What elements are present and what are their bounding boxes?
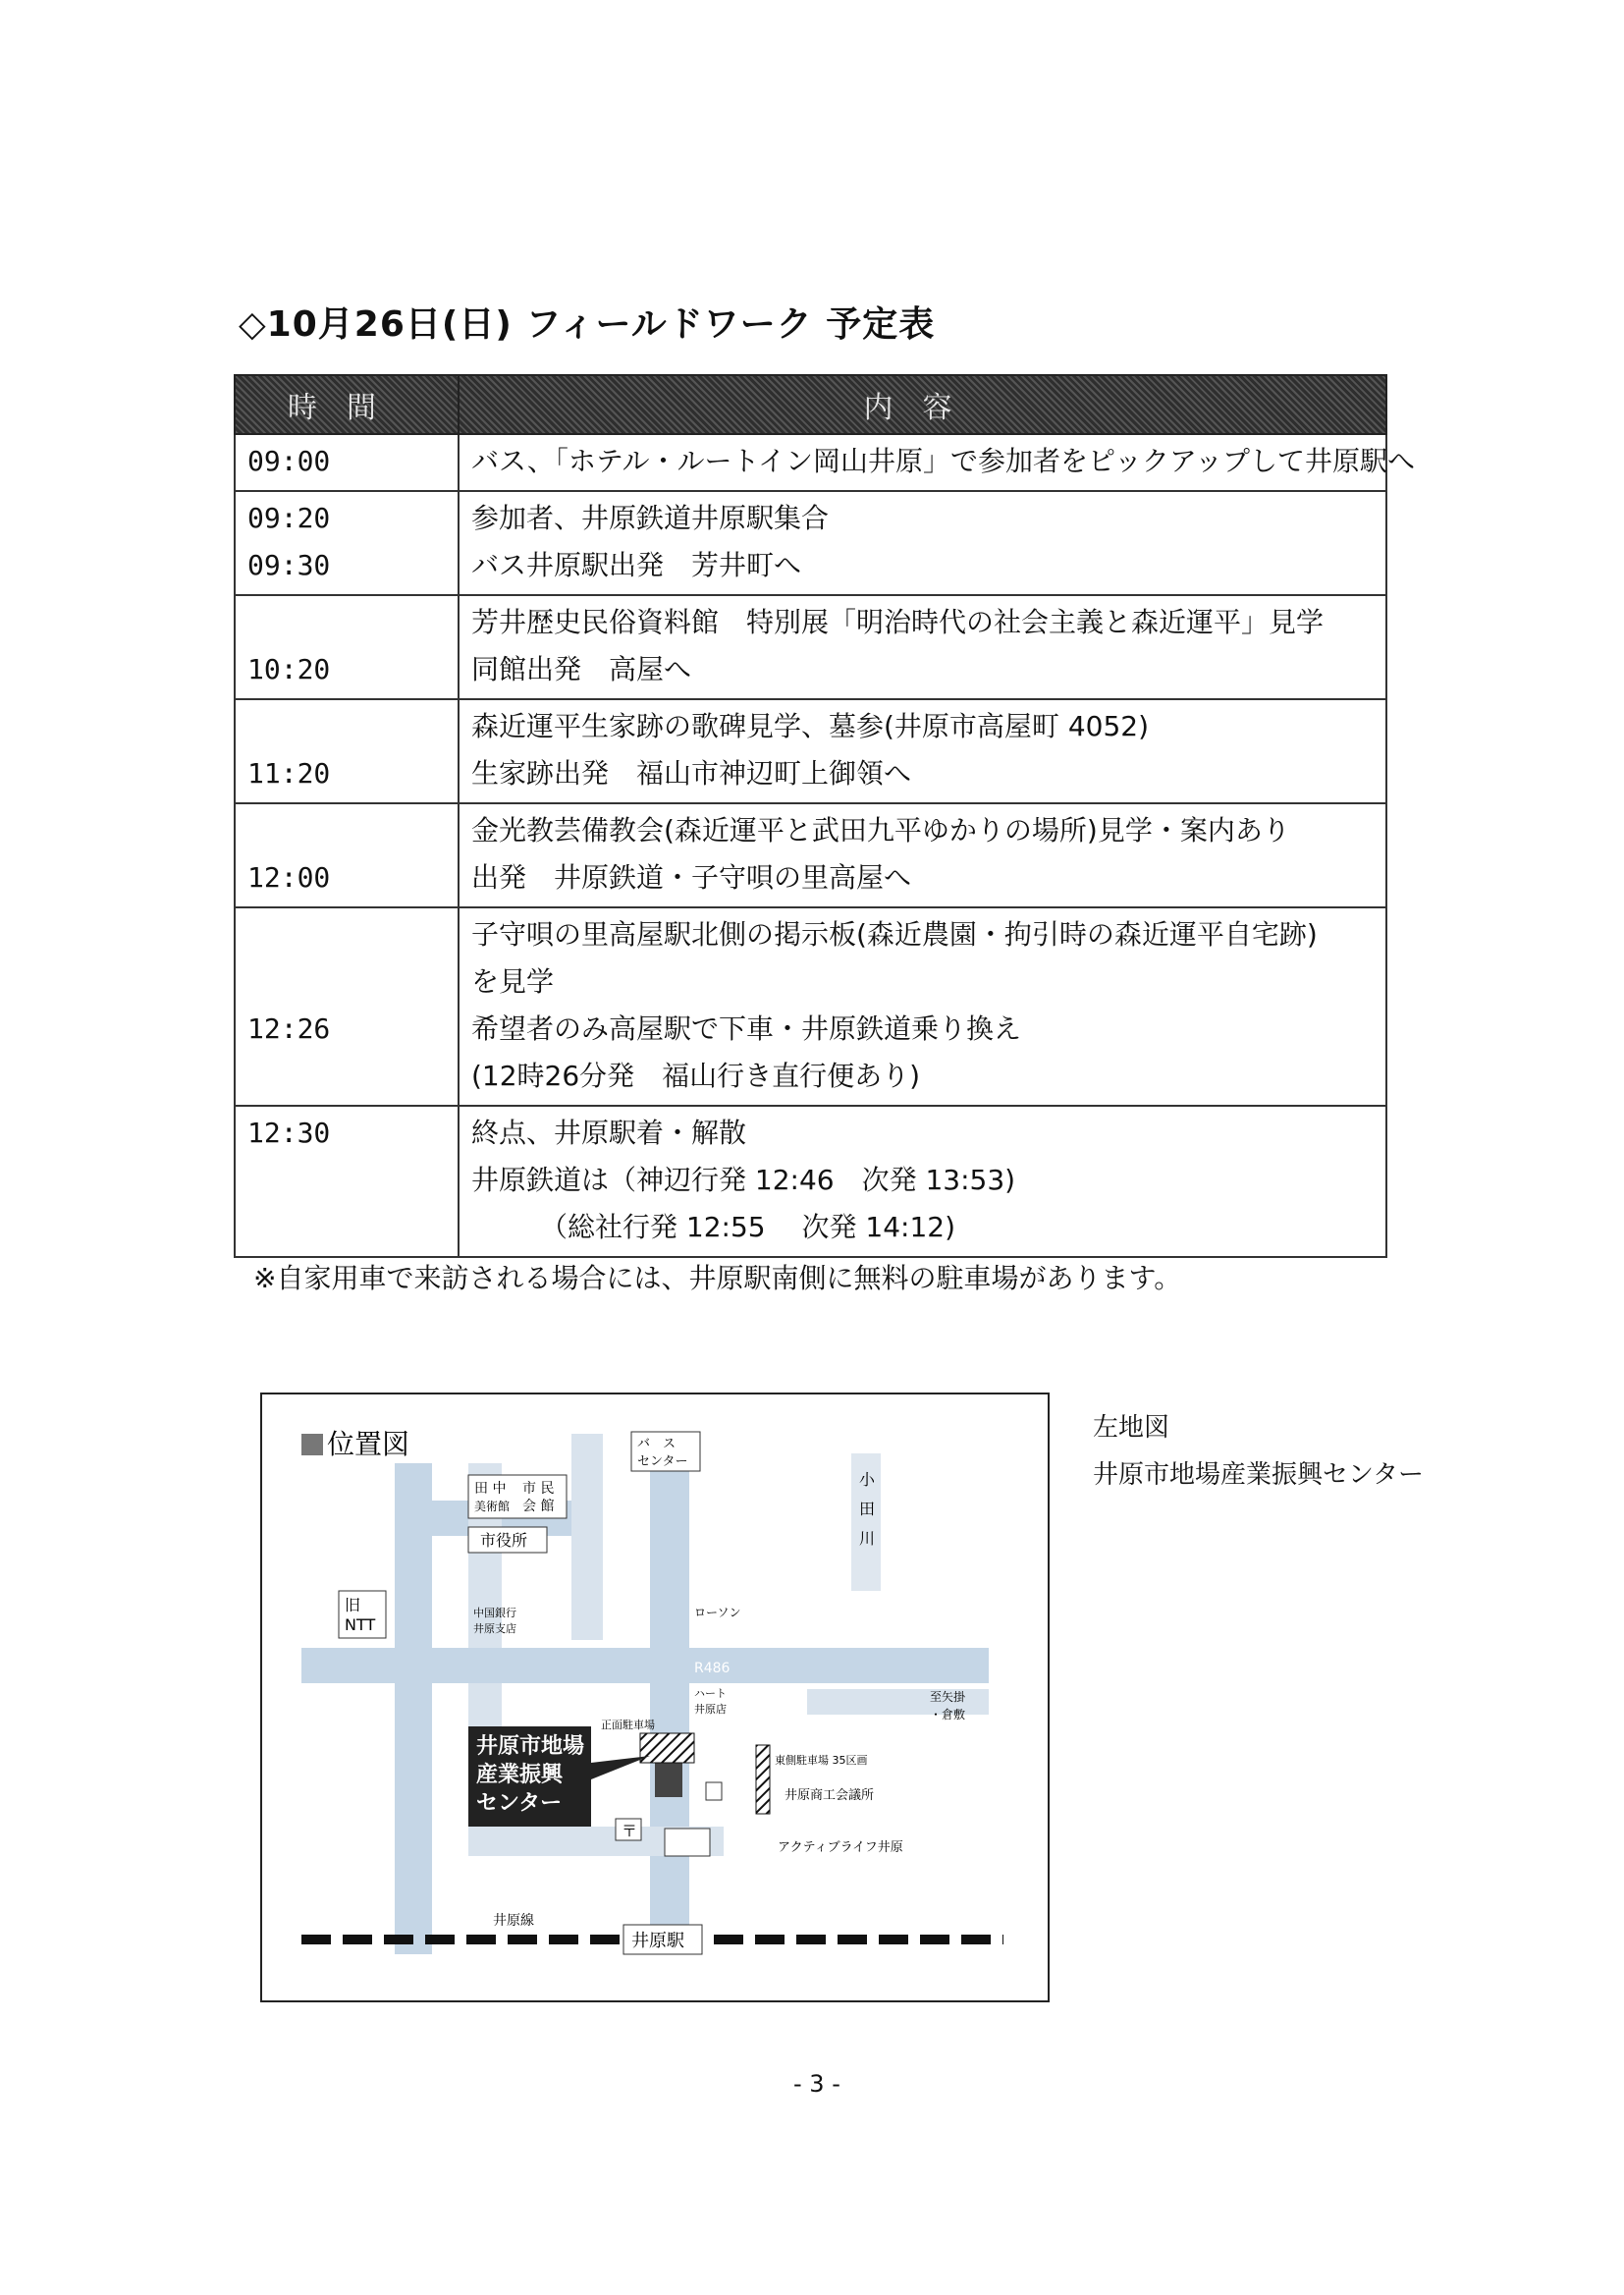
bus-center-line2: センター: [637, 1454, 688, 1469]
time-line: 09:20: [247, 502, 331, 534]
old-ntt-line1: 旧: [345, 1596, 361, 1614]
time-cell: [235, 1106, 459, 1257]
main-parking-label: 正面駐車場: [601, 1719, 655, 1731]
time-line: [247, 911, 448, 958]
post-mark: 〒: [622, 1822, 638, 1840]
content-line: 井原鉄道は（神辺行発 12:46 次発 13:53): [471, 1164, 1016, 1196]
center-label-line3: センター: [476, 1791, 563, 1816]
yakage-line1: 至矢掛: [930, 1690, 966, 1704]
civic-hall-line2: 会 館: [522, 1499, 555, 1514]
content-line: バス井原駅出発 芳井町へ: [471, 549, 802, 581]
content-line: バス、「ホテル・ルートイン岡山井原」で参加者をピックアップして井原駅へ: [471, 445, 1415, 477]
table-row: [235, 803, 1386, 907]
content-line: を見学: [471, 965, 555, 998]
content-line: 出発 井原鉄道・子守唄の里高屋へ: [471, 861, 912, 894]
table-row: [235, 491, 1386, 595]
content-line: 森近運平生家跡の歌碑見学、墓参(井原市高屋町 4052): [471, 710, 1150, 742]
ibara-station: 井原駅: [631, 1931, 684, 1951]
content-line: 終点、井原駅着・解散: [471, 1117, 747, 1149]
time-line: 12:00: [247, 861, 331, 894]
odagawa-1: 小: [859, 1470, 876, 1489]
table-row: [235, 595, 1386, 699]
lawson: ローソン: [694, 1606, 741, 1619]
content-cell: [459, 434, 1415, 491]
building-south: [665, 1829, 710, 1856]
road-main-north-south: [650, 1434, 689, 1954]
center-label-line1: 井原市地場: [476, 1734, 585, 1759]
time-cell: [235, 491, 459, 595]
center-label-line2: 産業振興: [476, 1763, 564, 1787]
time-line: 12:26: [247, 1012, 331, 1045]
time-cell: [235, 699, 459, 803]
east-parking-label: 東側駐車場 35区画: [775, 1754, 868, 1767]
caption-line1: 左地図: [1093, 1413, 1170, 1443]
content-cell: [459, 803, 1386, 907]
table-row: [235, 1106, 1386, 1257]
table-row: [235, 699, 1386, 803]
table-row: [235, 907, 1386, 1106]
time-line: 09:00: [247, 445, 331, 477]
content-line: 芳井歴史民俗資料館 特別展「明治時代の社会主義と森近運平」見学: [471, 606, 1325, 638]
time-cell: [235, 434, 459, 491]
old-ntt-line2: NTT: [345, 1615, 376, 1634]
page-title: ◇10月26日(日) フィールドワーク 予定表: [239, 304, 936, 345]
commerce-chamber: 井原商工会議所: [785, 1788, 875, 1803]
content-line: (12時26分発 福山行き直行便あり): [471, 1060, 921, 1092]
time-line: [247, 807, 448, 854]
active-life: アクティブライフ井原: [778, 1840, 903, 1855]
content-cell: [459, 699, 1386, 803]
bus-center-line1: バ ス: [637, 1437, 677, 1451]
museum-tanaka-line1: 田 中: [474, 1481, 507, 1497]
bank-line2: 井原支店: [473, 1622, 516, 1635]
time-line: 10:20: [247, 653, 331, 685]
road-west: [395, 1463, 432, 1954]
content-line: 希望者のみ高屋駅で下車・井原鉄道乗り換え: [471, 1012, 1022, 1045]
content-cell: [459, 1106, 1386, 1257]
route-label: R486: [694, 1661, 731, 1676]
content-line: 生家跡出発 福山市神辺町上御領へ: [471, 757, 912, 790]
civic-hall-line1: 市 民: [522, 1481, 555, 1497]
main-parking-lot: [640, 1733, 694, 1763]
table-header-row: [235, 375, 1386, 434]
map-title-square: [301, 1434, 323, 1455]
time-line: 12:30: [247, 1117, 331, 1149]
schedule-table: [234, 374, 1415, 1258]
route-486: [301, 1648, 989, 1683]
odagawa-2: 田: [859, 1500, 876, 1518]
time-line: [247, 703, 448, 750]
caption-line2: 井原市地場産業振興センター: [1093, 1460, 1424, 1490]
time-line: [247, 1204, 448, 1251]
small-building: [706, 1782, 722, 1800]
time-line: [247, 1157, 448, 1204]
museum-tanaka-line2: 美術館: [474, 1500, 511, 1513]
header-time: 時間: [235, 375, 459, 434]
time-cell: [235, 803, 459, 907]
time-line: [247, 599, 448, 646]
time-cell: [235, 907, 459, 1106]
time-line: 09:30: [247, 549, 331, 581]
content-cell: [459, 491, 1386, 595]
yakage-line2: ・倉敷: [930, 1708, 966, 1721]
parking-note: ※自家用車で来訪される場合には、井原駅南側に無料の駐車場があります。: [253, 1262, 1182, 1294]
content-cell: [459, 907, 1386, 1106]
page-number: - 3 -: [793, 2070, 840, 2098]
content-line: 同館出発 高屋へ: [471, 653, 692, 685]
content-line: （総社行発 12:55 次発 14:12): [471, 1211, 956, 1243]
schedule-body: [235, 434, 1415, 1257]
map-caption: [1093, 1404, 1424, 1499]
odagawa-3: 川: [859, 1529, 876, 1548]
location-map: [260, 1393, 1050, 2002]
city-hall: 市役所: [480, 1531, 528, 1550]
heart-line2: 井原店: [694, 1703, 727, 1716]
content-line: 参加者、井原鉄道井原駅集合: [471, 502, 830, 534]
bank-line1: 中国銀行: [473, 1607, 516, 1619]
content-line: 子守唄の里高屋駅北側の掲示板(森近農園・拘引時の森近運平自宅跡): [471, 918, 1318, 951]
table-row: [235, 434, 1386, 491]
heart-line1: ハート: [694, 1687, 727, 1700]
ibara-line-label: 井原線: [493, 1913, 534, 1929]
east-parking-lot: [756, 1745, 770, 1814]
content-line: 金光教芸備教会(森近運平と武田九平ゆかりの場所)見学・案内あり: [471, 814, 1290, 847]
map-title: 位置図: [327, 1428, 410, 1460]
time-line: 11:20: [247, 757, 331, 790]
road-north: [571, 1434, 603, 1640]
content-cell: [459, 595, 1386, 699]
header-content: 内容: [459, 375, 1386, 434]
time-cell: [235, 595, 459, 699]
time-line: [247, 1053, 448, 1100]
center-label-pointer: [591, 1756, 650, 1779]
time-line: [247, 958, 448, 1006]
